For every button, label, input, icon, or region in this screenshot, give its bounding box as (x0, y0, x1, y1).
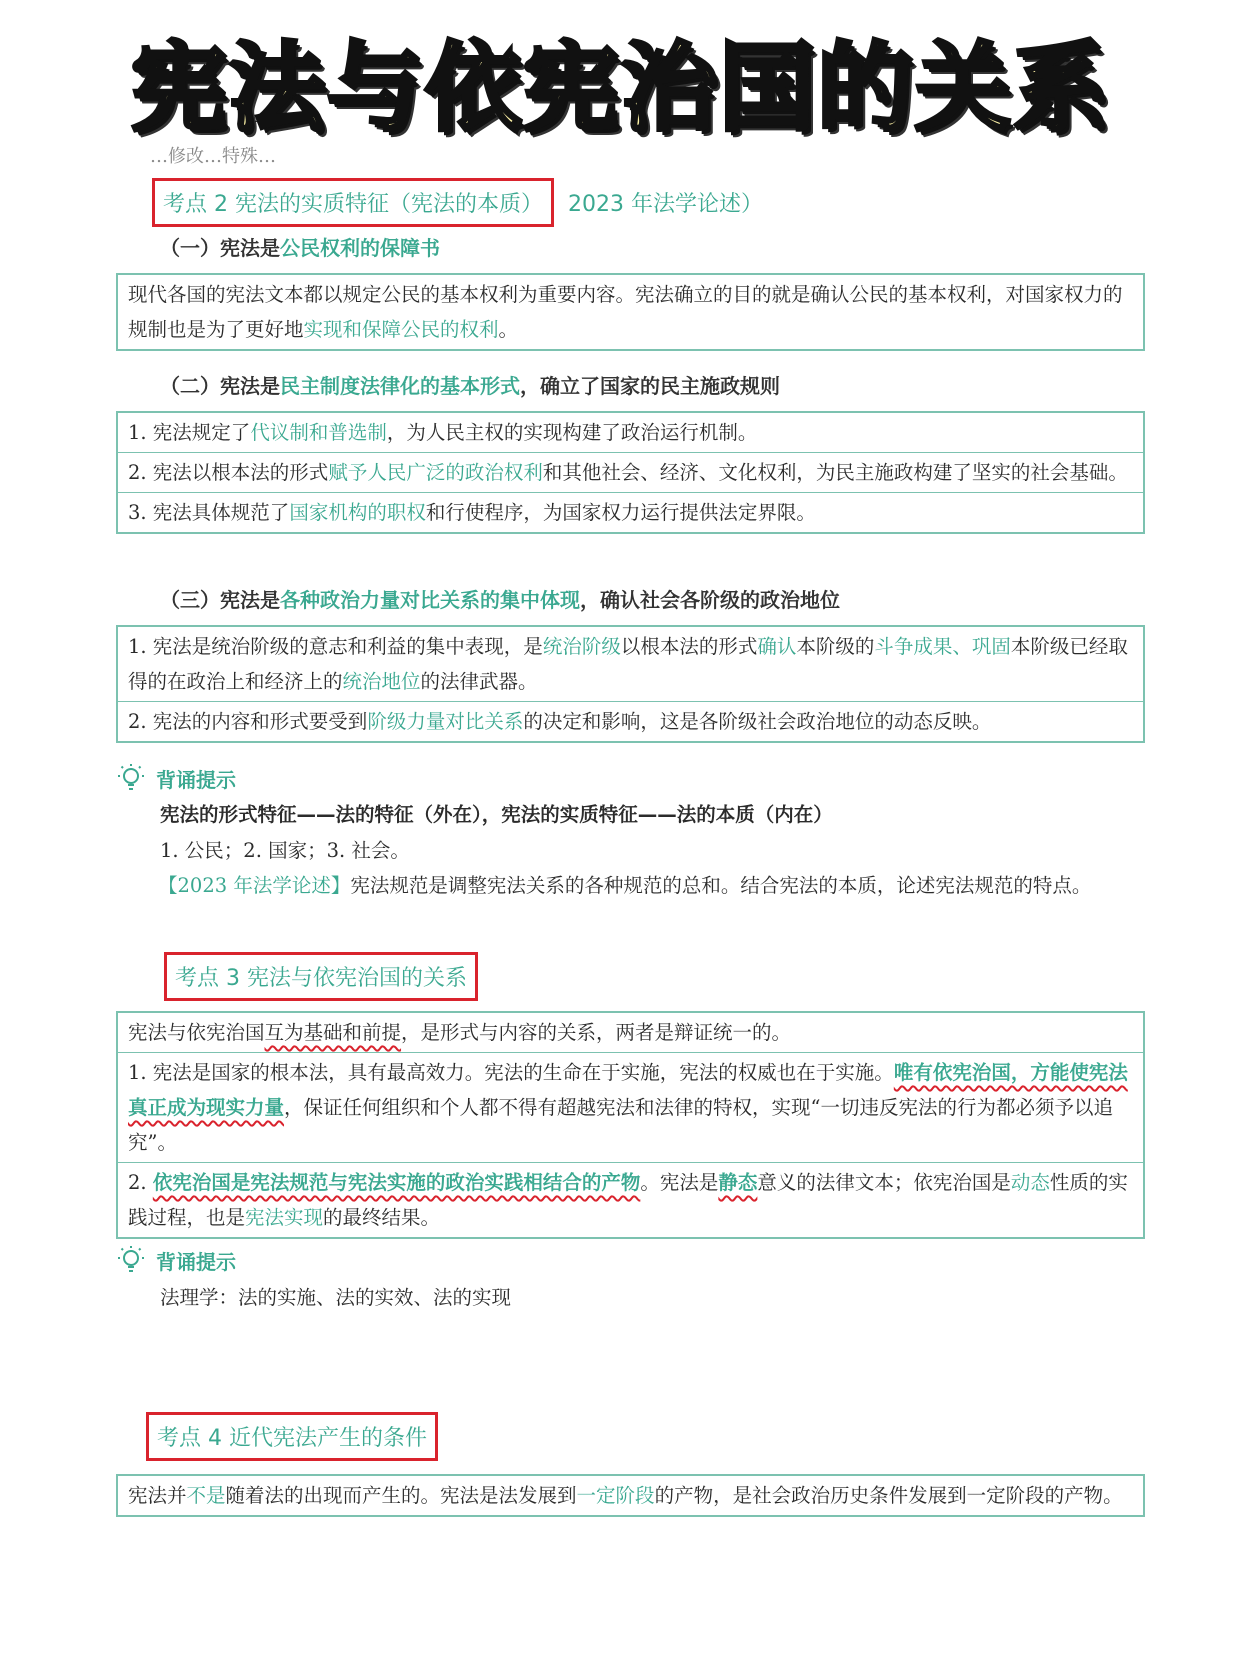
text: 本阶级的 (796, 635, 875, 658)
text: 2. (128, 1171, 153, 1194)
text: 的产物，是社会政治历史条件发展到一定阶段的产物。 (654, 1484, 1123, 1507)
text: 2. 宪法以根本法的形式 (128, 461, 329, 484)
kaodian-2-heading (152, 178, 763, 227)
tip-1-label: 背诵提示 (156, 767, 236, 792)
section-3-suffix: ，确认社会各阶级的政治地位 (580, 588, 840, 612)
table-row (118, 1476, 1143, 1515)
table-row (118, 1013, 1143, 1053)
text: 和其他社会、经济、文化权利，为民主施政构建了坚实的社会基础。 (542, 461, 1128, 484)
text: ，为人民主权的实现构建了政治运行机制。 (386, 421, 758, 444)
lightbulb-icon (116, 1245, 146, 1275)
table-1 (116, 273, 1145, 351)
page-title: 宪法与依宪治国的关系 (131, 32, 1111, 144)
table-row (118, 493, 1143, 532)
kaodian-2-box: 考点 2 宪法的实质特征（宪法的本质） (152, 178, 554, 227)
kaodian-2-suffix: 2023 年法学论述） (568, 192, 763, 217)
tip-1-line-2: 1. 公民；2. 国家；3. 社会。 (160, 839, 410, 862)
tip-1-heading (116, 763, 236, 793)
text: 3. 宪法具体规范了 (128, 501, 290, 524)
table-5 (116, 1474, 1145, 1517)
table-row (118, 1163, 1143, 1237)
highlight: 国家机构的职权 (289, 501, 426, 524)
text: 性质的实践过程，也是 (128, 1171, 1128, 1229)
kaodian-3-heading (164, 952, 478, 1001)
table-row (118, 627, 1143, 702)
section-2-suffix: ，确立了国家的民主施政规则 (520, 374, 780, 398)
highlight: 斗争成果 (874, 635, 953, 658)
tip-1-line-1: 宪法的形式特征——法的特征（外在），宪法的实质特征——法的本质（内在） (160, 803, 833, 826)
text: 随着法的出现而产生的。宪法是法发展到 (225, 1484, 577, 1507)
section-1-prefix: （一）宪法是 (160, 236, 280, 260)
section-1-green: 公民权利的保障书 (280, 236, 440, 260)
text: 1. 宪法是国家的根本法，具有最高效力。宪法的生命在于实施，宪法的权威也在于实施。 (128, 1061, 894, 1084)
lightbulb-icon (116, 763, 146, 793)
text: 1. 宪法规定了 (128, 421, 251, 444)
residual-text: …修改…特殊… (150, 146, 276, 167)
table-row (118, 702, 1143, 741)
text: 宪法与依宪治国 (128, 1021, 265, 1044)
highlight: 统治阶级 (542, 635, 621, 658)
highlight: 巩固 (971, 635, 1011, 658)
highlight: 一定阶段 (576, 1484, 655, 1507)
highlight: 静态 (718, 1171, 758, 1194)
section-3-heading (160, 584, 840, 613)
section-3-prefix: （三）宪法是 (160, 588, 280, 612)
tip-2-label: 背诵提示 (156, 1249, 236, 1274)
highlight: 动态 (1010, 1171, 1050, 1194)
text: 的法律武器。 (420, 670, 538, 693)
text: 、 (952, 635, 972, 658)
table-row (118, 453, 1143, 493)
highlight: 阶级力量对比关系 (367, 710, 524, 733)
highlight: 宪法实现 (245, 1206, 324, 1229)
table-row (118, 1053, 1143, 1163)
kaodian-4-heading (146, 1412, 438, 1461)
text: ，是形式与内容的关系，两者是辩证统一的。 (401, 1021, 792, 1044)
section-1-heading (160, 232, 440, 261)
text: 宪法规范是调整宪法关系的各种规范的总和。结合宪法的本质，论述宪法规范的特点。 (350, 874, 1092, 897)
highlight: 代议制和普选制 (250, 421, 387, 444)
text: 以根本法的形式 (620, 635, 758, 658)
highlight: 赋予人民广泛的政治权利 (328, 461, 543, 484)
text: 的决定和影响，这是各阶级社会政治地位的动态反映。 (523, 710, 992, 733)
text: 意义的法律文本；依宪治国是 (757, 1171, 1011, 1194)
table-2 (116, 411, 1145, 534)
kaodian-4-box: 考点 4 近代宪法产生的条件 (146, 1412, 438, 1461)
highlight: 统治地位 (342, 670, 421, 693)
section-3-green: 各种政治力量对比关系的集中体现 (280, 588, 580, 612)
table-row (118, 413, 1143, 453)
text: 。宪法是 (640, 1171, 719, 1194)
text: 2. 宪法的内容和形式要受到 (128, 710, 368, 733)
text: 。 (498, 318, 519, 341)
text: 宪法并 (128, 1484, 187, 1507)
tip-1-line-3 (116, 869, 1146, 903)
table-row (118, 275, 1143, 349)
text: 和行使程序，为国家权力运行提供法定界限。 (425, 501, 816, 524)
text: 的最终结果。 (323, 1206, 441, 1229)
text: 1. 宪法是统治阶级的意志和利益的集中表现，是 (128, 635, 543, 658)
text: ，保证任何组织和个人都不得有超越宪法和法律的特权，实现“一切违反宪法的行为都必须予以追究”。 (128, 1096, 1113, 1154)
tip-2-line-1: 法理学：法的实施、法的实效、法的实现 (160, 1286, 512, 1309)
highlight: 不是 (186, 1484, 226, 1507)
section-2-heading (160, 370, 780, 399)
section-2-prefix: （二）宪法是 (160, 374, 280, 398)
highlight: 实现和保障公民的权利 (303, 318, 499, 341)
underlined-text: 互为基础和前提 (264, 1021, 402, 1044)
section-2-green: 民主制度法律化的基本形式 (280, 374, 520, 398)
highlight: 确认 (757, 635, 797, 658)
highlight: 【2023 年法学论述】 (158, 874, 351, 897)
highlight: 唯有依宪治国，方能使宪法真正成为现实力量 (128, 1061, 1128, 1119)
text: 现代各国的宪法文本都以规定公民的基本权利为重要内容。宪法确立的目的就是确认公民的基本权利，对国家权力的规制也是为了更好地 (128, 283, 1123, 341)
kaodian-3-box: 考点 3 宪法与依宪治国的关系 (164, 952, 478, 1001)
highlight: 依宪治国是宪法规范与宪法实施的政治实践相结合的产物 (152, 1171, 641, 1194)
text: 本阶级已经取得的在政治上和经济上的 (128, 635, 1128, 693)
tip-2-heading (116, 1245, 236, 1275)
table-3 (116, 625, 1145, 743)
table-4 (116, 1011, 1145, 1239)
